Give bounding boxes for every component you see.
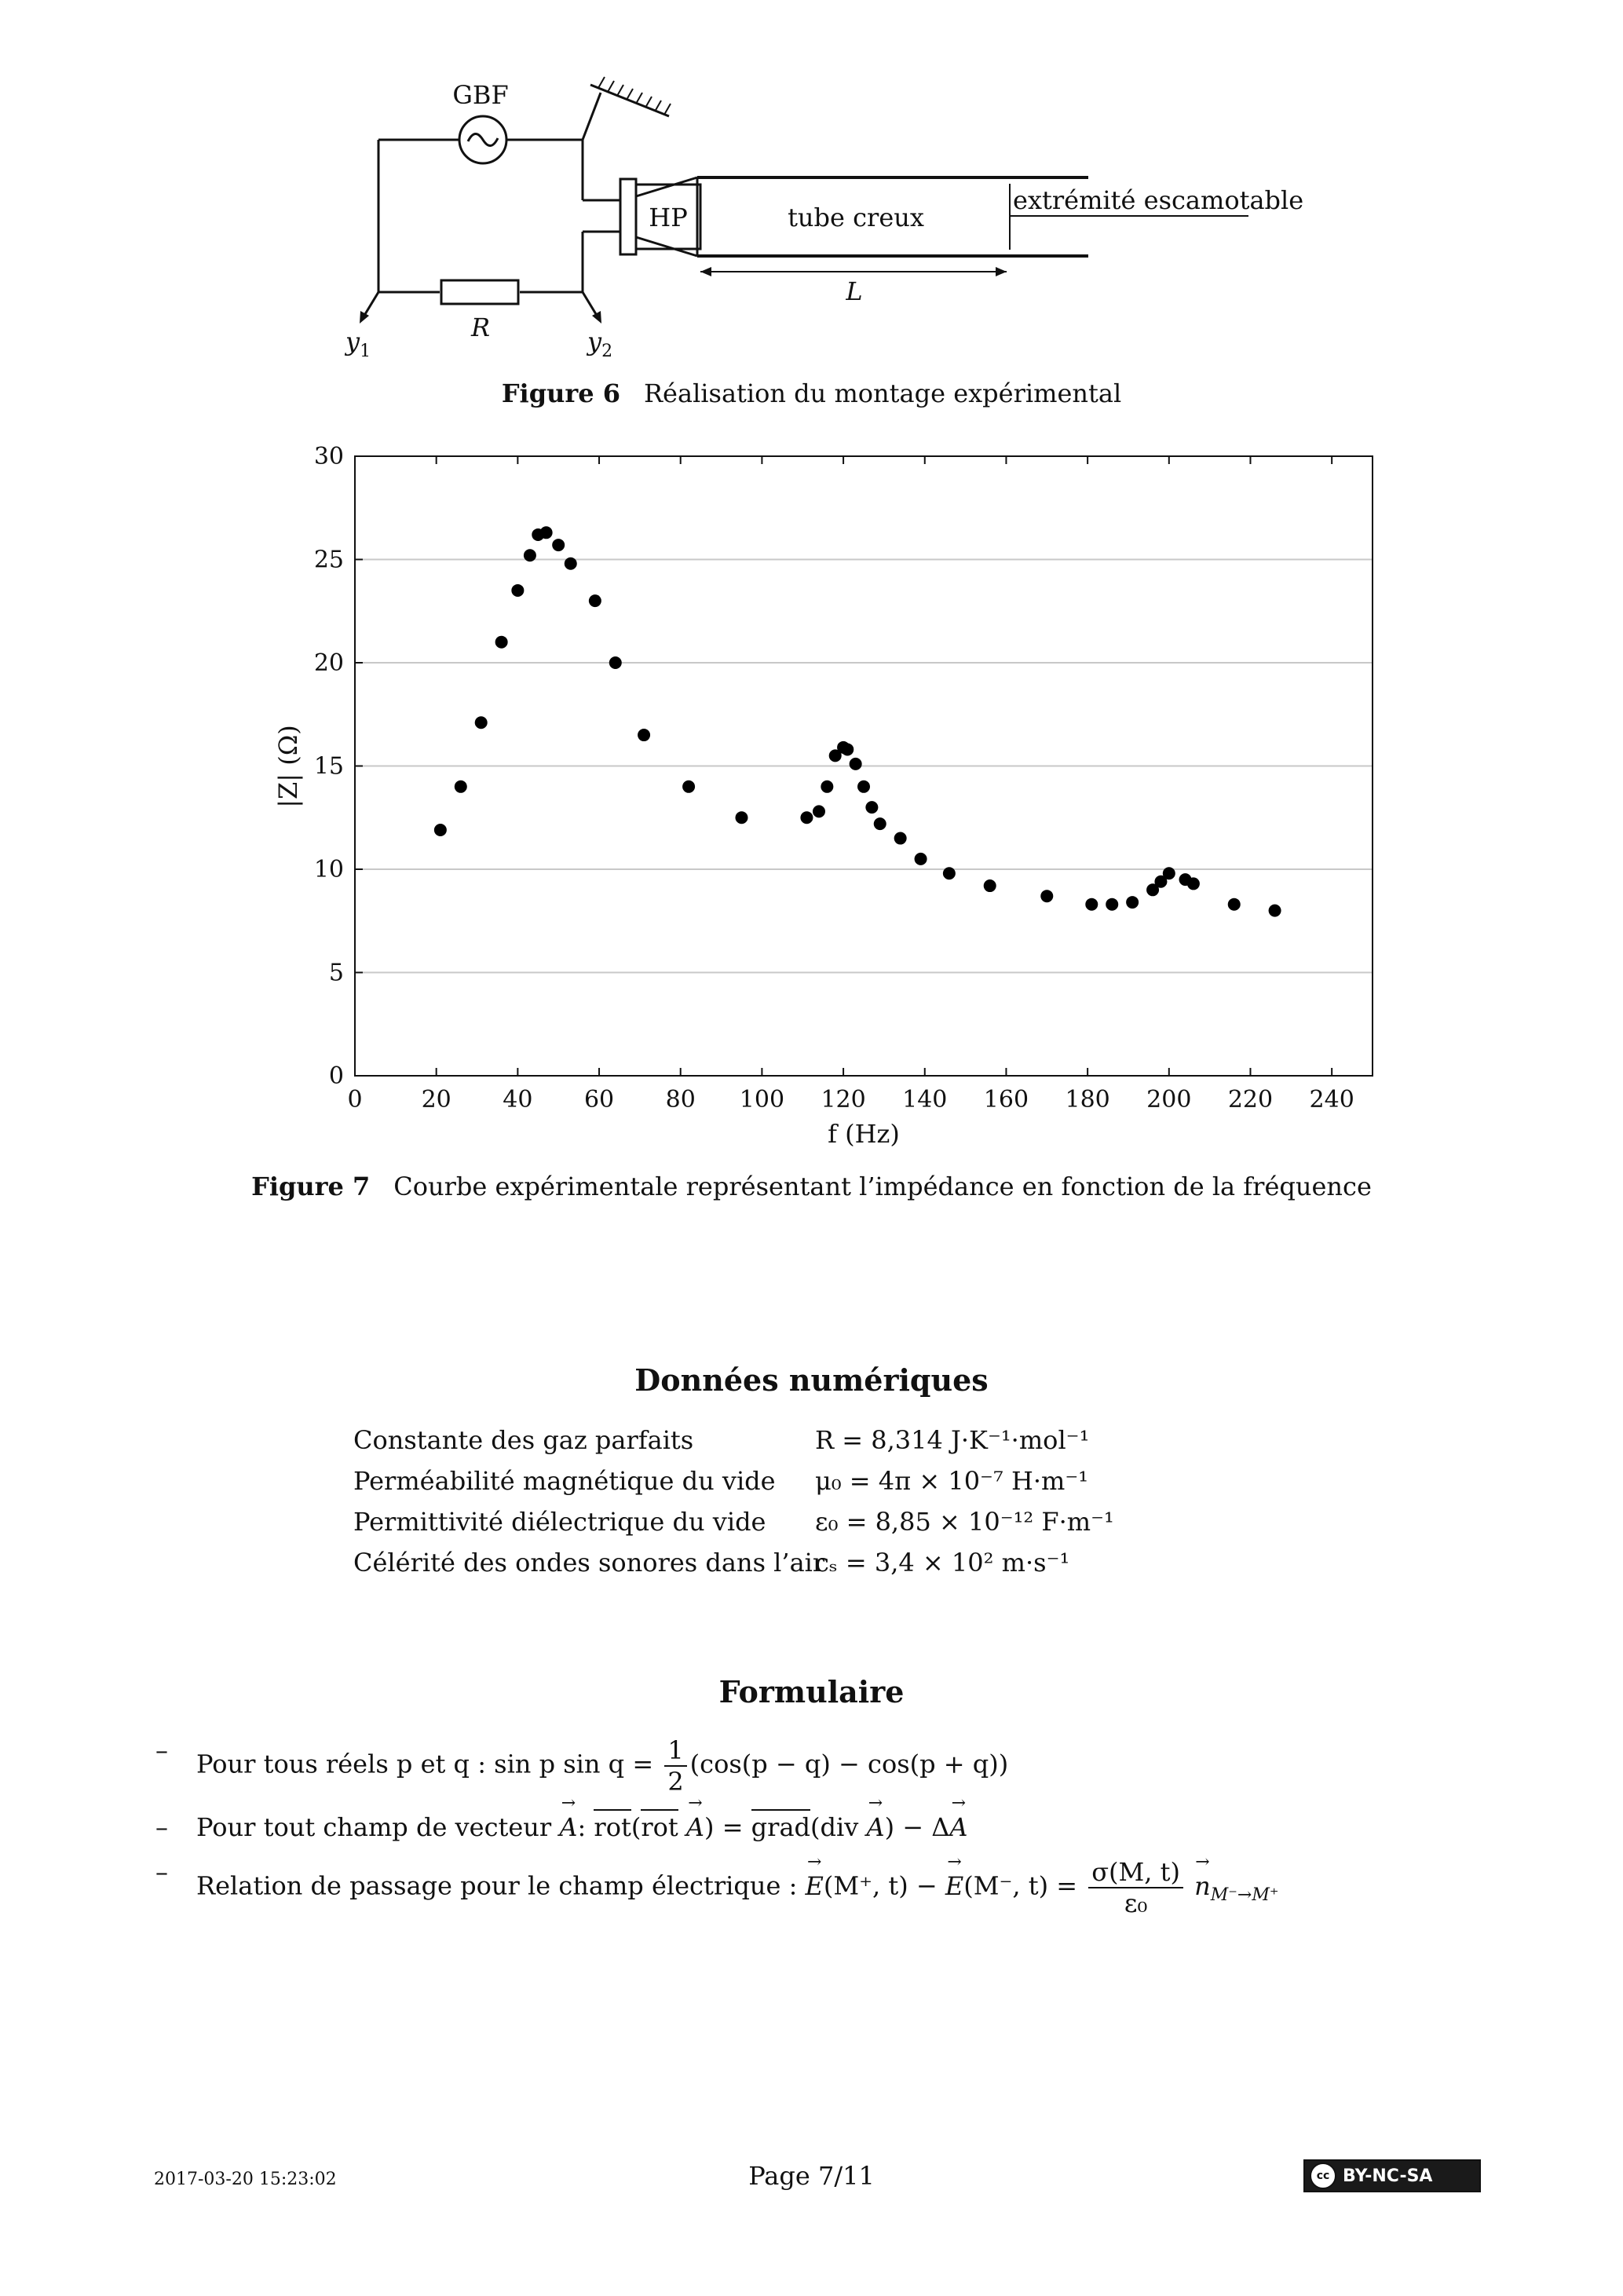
vector-a: → A xyxy=(866,1812,884,1842)
donnees-label: Constante des gaz parfaits xyxy=(353,1425,694,1455)
donnees-label: Permittivité diélectrique du vide xyxy=(353,1507,766,1537)
resistor-label: R xyxy=(470,313,491,342)
formula-passage-text: Relation de passage pour le champ électrique : xyxy=(196,1870,798,1901)
data-point xyxy=(1040,890,1053,902)
formulaire-title: Formulaire xyxy=(718,1674,905,1709)
y-tick-label: 15 xyxy=(313,752,344,781)
donnees-value: μ₀ = 4π × 10⁻⁷ H·m⁻¹ xyxy=(815,1466,1089,1496)
data-point xyxy=(865,801,878,813)
rot-operator: rot xyxy=(641,1812,678,1842)
vector-n: → n xyxy=(1194,1871,1211,1901)
formula-part: (M⁺, t) − xyxy=(823,1870,945,1901)
formula-trig xyxy=(155,1735,1009,1797)
y-tick-label: 20 xyxy=(313,649,344,677)
x-tick-label: 0 xyxy=(347,1086,363,1113)
donnees-value: ε₀ = 8,85 × 10⁻¹² F·m⁻¹ xyxy=(815,1507,1114,1537)
data-point xyxy=(915,853,927,865)
x-tick-label: 200 xyxy=(1146,1086,1192,1113)
impedance-chart xyxy=(0,424,1623,1162)
fraction-numerator: σ(M, t) xyxy=(1088,1857,1183,1888)
donnees-value: cₛ = 3,4 × 10² m·s⁻¹ xyxy=(815,1548,1070,1578)
license-text: BY-NC-SA xyxy=(1343,2166,1433,2186)
x-tick-label: 20 xyxy=(421,1086,451,1113)
x-tick-label: 120 xyxy=(821,1086,866,1113)
y-tick-label: 10 xyxy=(313,856,344,883)
fraction-numerator: 1 xyxy=(664,1735,686,1767)
data-point xyxy=(850,758,862,770)
figure6-caption-text: Réalisation du montage expérimental xyxy=(643,378,1122,408)
vector-a: → A xyxy=(949,1812,967,1842)
donnees-label: Perméabilité magnétique du vide xyxy=(353,1466,776,1496)
donnees-value: R = 8,314 J·K⁻¹·mol⁻¹ xyxy=(815,1425,1090,1455)
y-tick-label: 5 xyxy=(328,959,344,987)
formula-bullet: – xyxy=(155,1812,168,1842)
formula-rotrot xyxy=(155,1812,968,1842)
fraction-denominator: ε₀ xyxy=(1124,1888,1148,1918)
data-point xyxy=(495,636,508,649)
x-tick-label: 100 xyxy=(739,1086,785,1113)
rot-operator: rot xyxy=(594,1812,631,1842)
formula-bullet: – xyxy=(155,1857,168,1887)
y-tick-label: 30 xyxy=(313,443,344,470)
x-tick-label: 140 xyxy=(902,1086,948,1113)
data-point xyxy=(455,781,467,793)
normal-subscript: M⁻→M⁺ xyxy=(1210,1885,1279,1905)
data-point xyxy=(894,832,907,845)
data-point xyxy=(1228,898,1241,911)
data-point xyxy=(841,743,854,755)
data-point xyxy=(1126,896,1139,909)
data-point xyxy=(540,526,553,539)
figure7-caption xyxy=(0,1172,1623,1201)
formula-trig-rest: (cos(p − q) − cos(p + q)) xyxy=(689,1749,1009,1779)
donnees-label: Célérité des ondes sonores dans l’air xyxy=(353,1548,825,1578)
x-tick-label: 240 xyxy=(1309,1086,1354,1113)
data-point xyxy=(475,716,488,729)
vector-a: → A xyxy=(559,1812,577,1842)
formula-trig-text: Pour tous réels p et q : sin p sin q = xyxy=(196,1749,654,1779)
data-point xyxy=(609,656,622,669)
license-badge xyxy=(1303,2159,1481,2192)
tube-label: tube creux xyxy=(788,203,924,232)
formula-part: (div xyxy=(810,1812,867,1842)
figure7-caption-text: Courbe expérimentale représentant l’impédance en fonction de la fréquence xyxy=(393,1172,1372,1201)
y2-label: $y_2$ xyxy=(587,327,613,361)
length-label: L xyxy=(846,276,863,306)
data-point xyxy=(1269,905,1281,917)
formula-rotrot-text: Pour tout champ de vecteur xyxy=(196,1812,552,1842)
gbf-label: GBF xyxy=(452,80,509,110)
figure6-caption-label: Figure 6 xyxy=(501,378,620,408)
vector-e: → E xyxy=(806,1871,824,1901)
data-point xyxy=(1106,898,1118,911)
fraction-denominator: 2 xyxy=(667,1767,684,1797)
y-tick-label: 0 xyxy=(328,1062,344,1090)
footer-timestamp: 2017-03-20 15:23:02 xyxy=(154,2170,337,2189)
x-tick-label: 180 xyxy=(1065,1086,1110,1113)
formula-trig-fraction xyxy=(664,1735,686,1797)
data-point xyxy=(800,811,813,824)
data-point xyxy=(511,584,524,597)
data-point xyxy=(813,805,825,817)
data-point xyxy=(735,811,748,824)
vector-e: → E xyxy=(945,1871,963,1901)
y-axis-label: |Z| (Ω) xyxy=(273,725,303,808)
figure6-diagram xyxy=(0,0,1623,393)
y-tick-label: 25 xyxy=(313,546,344,574)
extremity-label: extrémité escamotable xyxy=(1013,185,1304,215)
data-point xyxy=(682,781,695,793)
x-tick-label: 60 xyxy=(583,1086,615,1113)
formula-part: ) − Δ xyxy=(884,1812,950,1842)
x-tick-label: 160 xyxy=(983,1086,1029,1113)
data-point xyxy=(638,729,650,741)
vector-a: → A xyxy=(686,1812,704,1842)
data-point xyxy=(524,549,536,561)
data-point xyxy=(1187,877,1200,890)
cc-icon: cc xyxy=(1310,2163,1336,2189)
data-point xyxy=(589,594,601,607)
formula-part xyxy=(678,1812,686,1842)
formula-part: ) = xyxy=(704,1812,751,1842)
data-point xyxy=(857,781,870,793)
data-point xyxy=(821,781,833,793)
data-point xyxy=(552,539,565,551)
data-point xyxy=(874,817,886,830)
x-tick-label: 220 xyxy=(1227,1086,1274,1113)
data-point xyxy=(943,867,956,879)
formula-bullet: – xyxy=(155,1735,168,1765)
donnees-title: Données numériques xyxy=(634,1362,989,1398)
figure6-caption xyxy=(0,378,1623,408)
figure7-caption-label: Figure 7 xyxy=(251,1172,371,1201)
grad-operator: grad xyxy=(751,1812,811,1842)
x-tick-label: 80 xyxy=(665,1086,696,1113)
data-point xyxy=(434,824,447,836)
y1-label: $y_1$ xyxy=(345,327,371,361)
data-point xyxy=(984,879,996,892)
x-tick-label: 40 xyxy=(503,1086,533,1113)
formula-passage-fraction xyxy=(1088,1857,1183,1918)
data-point xyxy=(565,558,577,570)
formula-passage xyxy=(155,1857,1279,1918)
hp-label: HP xyxy=(649,203,688,232)
data-point xyxy=(1085,898,1098,911)
x-axis-label: f (Hz) xyxy=(828,1119,900,1149)
formula-part: (M⁻, t) = xyxy=(963,1870,1078,1901)
data-point xyxy=(1163,867,1175,879)
formula-part: ( xyxy=(631,1812,642,1842)
page-number: Page 7/11 xyxy=(748,2161,875,2191)
formula-part: : xyxy=(577,1812,594,1842)
